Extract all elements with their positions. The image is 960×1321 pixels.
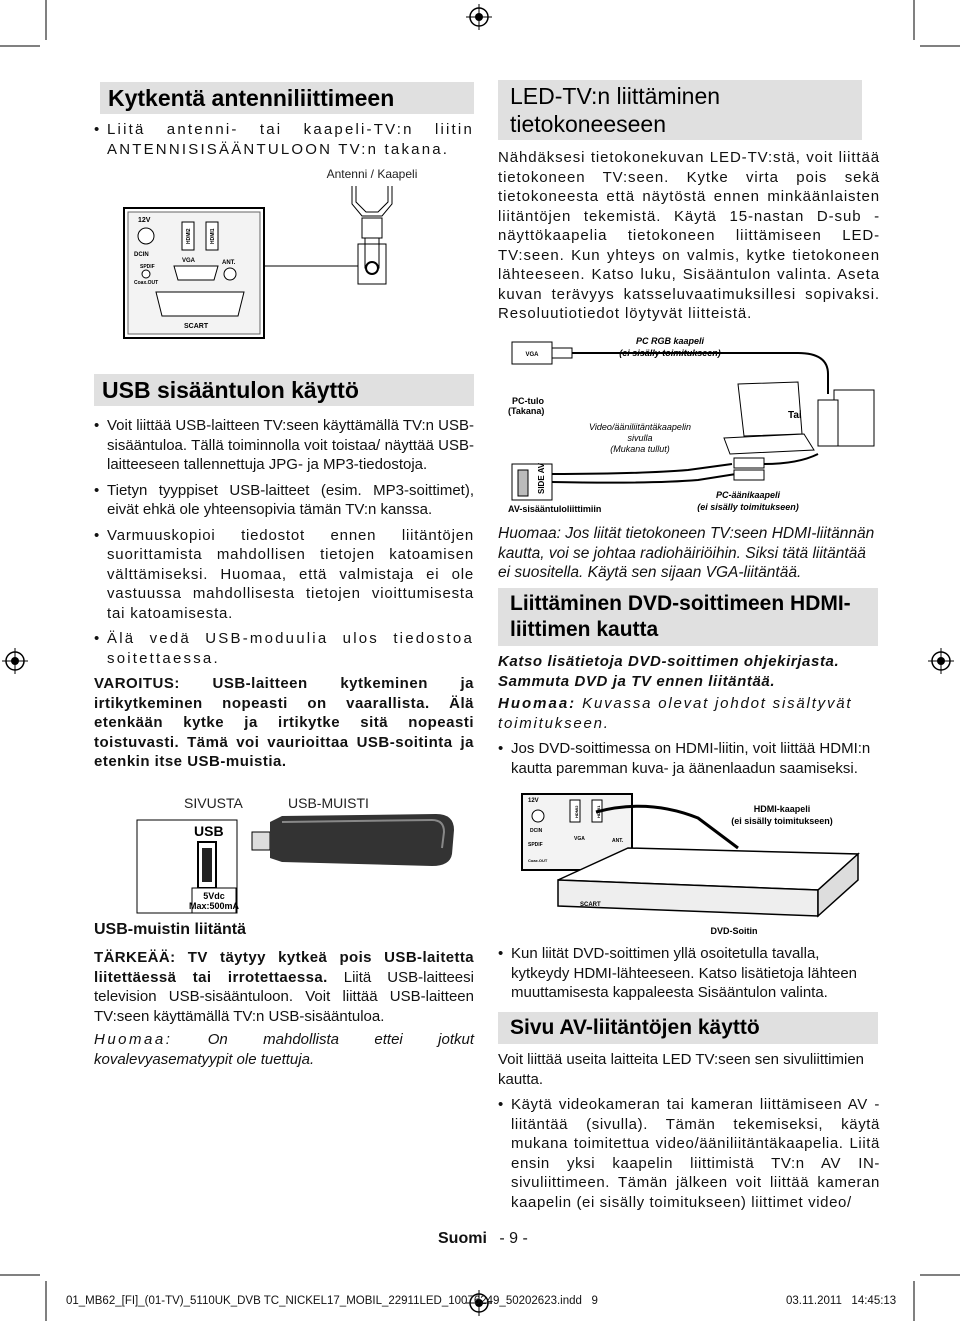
sideav-bullet: • Käytä videokameran tai kameran liittämiseen AV -liitäntää (sivulla). Tämän tekemiseksi, käytä mukana toimitettua video/ääniliitäntäkaapelia. Liitä ensin yksi kaapelin liittimistä TV:n AV IN-sivuliittimeen. Tämän jälkeen voit liittää kameran kaapelin (ei sisälly toimitukseen) liittimet video/ xyxy=(498,1095,880,1212)
usb-bullet-4: • Älä vedä USB-moduulia ulos tiedostoa soitettaessa. xyxy=(94,629,474,668)
footer-page-number: - 9 - xyxy=(499,1230,528,1247)
antenna-heading: Kytkentä antenniliittimeen xyxy=(100,82,474,114)
antenna-cable-label: Antenni / Kaapeli xyxy=(326,167,418,181)
dvd-panel-spdif-label: SPDIF xyxy=(528,842,543,848)
usb-important-bold: TÄRKEÄÄ: TV täytyy kytkeä pois USB-laitetta liitettäessä tai irrotettaessa. xyxy=(94,949,474,986)
panel-coax-label: Coax.OUT xyxy=(134,280,159,286)
dvd-intro: Katso lisätietoja DVD-soittimen ohjekirjasta. Sammuta DVD ja TV ennen liitäntää. xyxy=(498,653,840,690)
panel-vga-label: VGA xyxy=(182,258,196,264)
footer-language: Suomi xyxy=(438,1230,487,1247)
usb-bullet-2: • Tietyn tyyppiset USB-laitteet (esim. MP3-soittimet), eivät ehkä ole yhteensopivia tämän TV:n kanssa. xyxy=(94,481,474,520)
usb-memory-label: USB-MUISTI xyxy=(288,795,369,811)
usb-power-label-1: 5Vdc xyxy=(203,891,225,901)
dvd-panel-dcin-label: DCIN xyxy=(530,828,543,834)
av-cable-label-1: Video/ääniliitäntäkaapelin xyxy=(589,422,691,432)
usb-important-rest: Liitä USB-laitteesi television USB-sisääntuloon. Voit liittää USB-laitteen TV:seen käyttämällä TV:n USB-sisääntuloa. xyxy=(94,968,474,1025)
usb-note-label: Huomaa: xyxy=(94,1031,173,1048)
pc-diagram xyxy=(498,334,888,518)
av-socket-label: AV-sisääntuloliittimiin xyxy=(508,504,602,514)
pc-paragraph: Nähdäksesi tietokonekuvan LED-TV:stä, voit liittää tietokoneen TV:seen. Kytke virta pois sekä tietokoneesta että näytöstä ennen minkäänlaisten liitäntöjen tekemistä. Käytä 15-nastan D-sub -näyttökaapelia tietokoneen liittämiseen LED-TV:seen. Kun yhteys on valmis, kytke tietokoneen lähteeseen. Katso luku, Sisääntulon valinta. Aseta kuvan terävyys katsseluvaatimuksillesi sopivaksi. Resoluutiotiedot löytyvät liitteistä. xyxy=(498,149,880,322)
panel-spdif-label: SPDIF xyxy=(140,264,155,270)
or-label: Tai xyxy=(788,410,802,421)
usb-section xyxy=(94,374,474,772)
dvd-section xyxy=(498,588,880,778)
usb-port-label: USB xyxy=(194,823,224,839)
pc-input-label-1: PC-tulo xyxy=(512,396,544,406)
panel-hdmi2-label: HDMI2 xyxy=(186,228,192,244)
pc-vga-label: VGA xyxy=(525,352,539,358)
usb-side-label: SIVUSTA xyxy=(184,795,243,811)
dvd-panel-hdmi2-label: HDMI2 xyxy=(574,805,579,818)
sideav-intro: Voit liittää useita laitteita LED TV:seen sen sivuliittimien kautta. xyxy=(498,1051,865,1088)
dvd-panel-vga-label: VGA xyxy=(574,836,585,842)
dvd-diagram xyxy=(498,788,888,938)
antenna-bullet: • Liitä antenni- tai kaapeli-TV:n liitin ANTENNISISÄÄNTULOON TV:n takana. xyxy=(94,120,474,159)
dvd-note-label: Huomaa: xyxy=(498,695,577,712)
page-footer xyxy=(438,1230,528,1248)
pc-heading: LED-TV:n liittäminen tietokoneeseen xyxy=(498,80,862,140)
dvd-player-label: DVD-Soitin xyxy=(710,926,758,936)
av-cable-label-2: sivulla xyxy=(627,433,653,443)
panel-scart-label: SCART xyxy=(184,323,209,330)
dvd-note-rest: Kuvassa olevat johdot sisältyvät toimitukseen. xyxy=(498,695,853,732)
pc-audio-label-2: (ei sisälly toimitukseen) xyxy=(697,502,799,512)
usb-power-label-2: Max:500mA xyxy=(188,901,240,911)
dvd-panel-scart-label: SCART xyxy=(580,902,601,908)
dvd-panel-ant-label: ANT. xyxy=(612,838,624,844)
rgb-cable-label-2: (ei sisälly toimitukseen) xyxy=(619,348,721,358)
usb-warning: VAROITUS: USB-laitteen kytkeminen ja irtikytkeminen nopeasti on vaarallista. Älä etenkään kytke ja irtikytke sitä nopeasti toistuvasti. Tämä voi vaurioittaa USB-soitinta ja etenkin itse USB-muistia. xyxy=(94,675,474,770)
dvd-panel-coax-label: Coax.OUT xyxy=(528,858,548,863)
footer-timestamp: 03.11.2011 14:45:13 xyxy=(786,1295,897,1307)
dvd-heading: Liittäminen DVD-soittimeen HDMI-liittimen kautta xyxy=(498,588,878,646)
panel-dcin-label: DCIN xyxy=(134,252,149,258)
pc-section xyxy=(498,80,880,324)
dvd-bullet-1: • Jos DVD-soittimessa on HDMI-liitin, voit liittää HDMI:n kautta paremman kuva- ja äänenlaadun saamiseksi. xyxy=(498,739,880,778)
pc-note: Huomaa: Jos liität tietokoneen TV:seen HDMI-liitännän kautta, voi se johtaa radiohäiriöihin. Siksi tätä liitäntää ei suositella. Käytä sen sijaan VGA-liitäntää. xyxy=(498,525,875,581)
usb-note-text xyxy=(94,1030,474,1069)
left-column xyxy=(94,82,474,159)
dvd-panel-hdmi1-label: HDMI1 xyxy=(596,805,601,818)
antenna-diagram xyxy=(120,164,480,340)
footer-file: 01_MB62_[FI]_(01-TV)_5110UK_DVB TC_NICKEL17_MOBIL_22911LED_10076249_50202623.indd 9 xyxy=(66,1295,598,1307)
pc-input-label-2: (Takana) xyxy=(508,406,545,416)
av-cable-label-3: (Mukana tullut) xyxy=(610,444,670,454)
usb-bullet-1: • Voit liittää USB-laitteen TV:seen käyttämällä TV:n USB-sisääntuloa. Tällä toiminnolla voit toistaa/ näyttää USB-laitteeseen tallennettuja JPG- ja MP3-tiedostoja. xyxy=(94,416,474,475)
side-av-label: SIDE AV xyxy=(537,462,546,494)
panel-12v-label: 12V xyxy=(138,217,151,224)
dvd-panel-12v-label: 12V xyxy=(528,798,539,804)
panel-hdmi1-label: HDMI1 xyxy=(210,228,216,244)
pc-note-section xyxy=(498,524,880,583)
usb-note-rest: On mahdollista ettei jotkut kovalevyasematyypit ole tuettuja. xyxy=(94,1031,474,1068)
dvd-note xyxy=(498,694,880,733)
usb-heading: USB sisääntulon käyttö xyxy=(94,374,474,406)
dvd-bullet-2-section xyxy=(498,944,880,1003)
usb-bullet-3: • Varmuuskopioi tiedostot ennen liitäntöjen suorittamista mahdollisen tietojen katoamisen välttämiseksi. Huomaa, että valmistaja ei ole vastuussa mahdollisesta tietojen vioittumisesta tai katoamisesta. xyxy=(94,526,474,624)
usb-memory-heading: USB-muistin liitäntä xyxy=(94,921,247,938)
dvd-bullet-2: • Kun liität DVD-soittimen yllä osoitetulla tavalla, kytkeydy HDMI-lähteeseen. Katso lisätietoja lähteen muuttamisesta kappaleesta Sisääntulon valinta. xyxy=(498,944,880,1003)
rgb-cable-label-1: PC RGB kaapeli xyxy=(635,336,705,346)
usb-important-text xyxy=(94,948,474,1026)
sideav-heading: Sivu AV-liitäntöjen käyttö xyxy=(498,1012,878,1044)
usb-memory-section xyxy=(94,920,474,1069)
hdmi-cable-label-1: HDMI-kaapeli xyxy=(753,804,811,814)
panel-ant-label: ANT. xyxy=(222,260,236,266)
hdmi-cable-label-2: (ei sisälly toimitukseen) xyxy=(731,816,833,826)
usb-diagram xyxy=(136,792,476,914)
sideav-section xyxy=(498,1012,880,1212)
pc-audio-label-1: PC-äänikaapeli xyxy=(715,490,781,500)
